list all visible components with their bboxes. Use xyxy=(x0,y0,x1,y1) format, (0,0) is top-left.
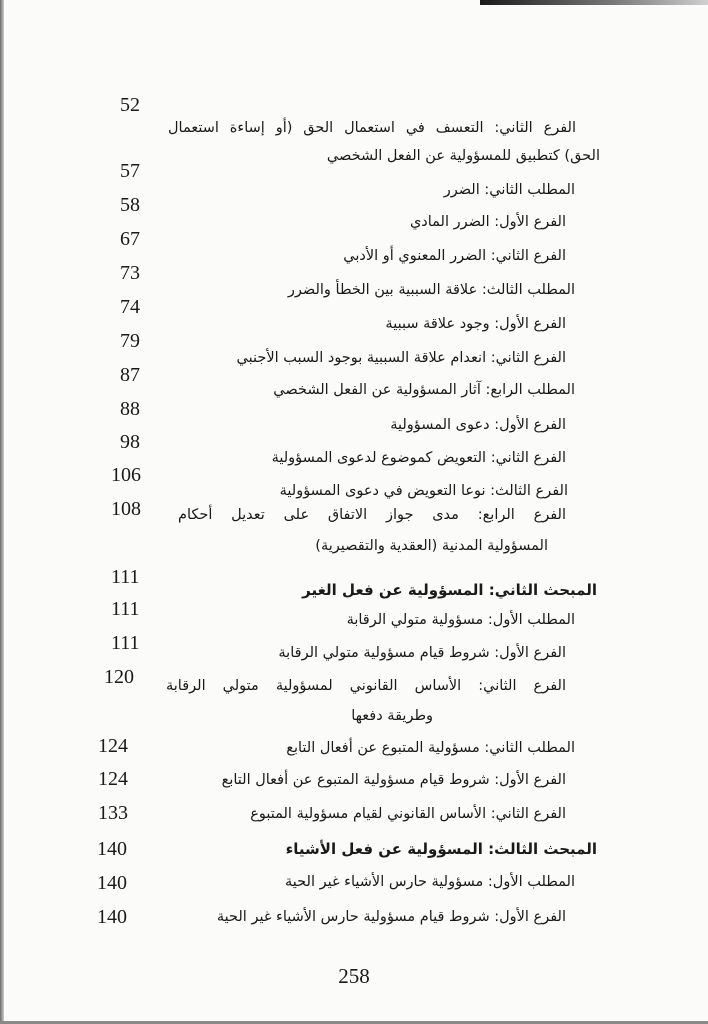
toc-entry-line: الفرع الثاني: التعويض كموضوع لدعوى المسؤولية xyxy=(271,450,566,466)
toc-page-number: 111 xyxy=(111,598,140,620)
toc-page-number: 88 xyxy=(120,398,140,420)
toc-page-number: 124 xyxy=(98,768,128,790)
toc-page-number: 52 xyxy=(120,94,140,116)
toc-entry-line: الفرع الثاني: التعسف في استعمال الحق (أو إساءة استعمال xyxy=(168,120,576,136)
toc-page-number: 111 xyxy=(111,566,140,588)
toc-page-number: 111 xyxy=(111,632,140,654)
toc-entry-line: الفرع الأول: شروط قيام مسؤولية المتبوع عن أفعال التابع xyxy=(221,772,566,788)
toc-page-number: 73 xyxy=(120,262,140,284)
toc-entry-line: الفرع الثاني: الضرر المعنوي أو الأدبي xyxy=(343,248,566,264)
toc-entry-line: الفرع الثاني: الأساس القانوني لمسؤولية متولي الرقابة xyxy=(166,678,566,694)
toc-entry-line: الفرع الأول: شروط قيام مسؤولية متولي الرقابة xyxy=(278,645,566,661)
toc-entry-line: الحق) كتطبيق للمسؤولية عن الفعل الشخصي xyxy=(326,148,600,164)
toc-entry-line: الفرع الأول: شروط قيام مسؤولية حارس الأشياء غير الحية xyxy=(216,909,566,925)
toc-page-number: 140 xyxy=(97,838,127,860)
toc-entry-line: المطلب الرابع: آثار المسؤولية عن الفعل الشخصي xyxy=(273,382,575,398)
toc-entry-line: الفرع الثالث: نوعا التعويض في دعوى المسؤولية xyxy=(279,483,568,499)
toc-page-number: 108 xyxy=(111,498,141,520)
toc-entry-line: الفرع الثاني: الأساس القانوني لقيام مسؤولية المتبوع xyxy=(250,806,566,822)
toc-entry-line: المطلب الأول: مسؤولية حارس الأشياء غير الحية xyxy=(285,874,575,890)
page-edge-shadow-left xyxy=(0,0,4,1024)
toc-entry-line: وطريقة دفعها xyxy=(351,708,433,724)
toc-entry-line: الفرع الأول: وجود علاقة سببية xyxy=(385,316,566,332)
toc-entry-line: المسؤولية المدنية (العقدية والتقصيرية) xyxy=(315,538,548,554)
toc-section-heading: المبحث الثاني: المسؤولية عن فعل الغير xyxy=(302,581,597,599)
page-edge-shadow-top xyxy=(480,0,708,5)
toc-entry-line: المطلب الثالث: علاقة السببية بين الخطأ والضرر xyxy=(287,282,575,298)
toc-entry-line: الفرع الرابع: مدى جواز الاتفاق على تعديل أحكام xyxy=(178,507,566,523)
toc-page-number: 106 xyxy=(111,464,141,486)
toc-page-number: 58 xyxy=(120,194,140,216)
toc-entry-line: المطلب الثاني: الضرر xyxy=(443,182,575,198)
toc-page-number: 140 xyxy=(97,906,127,928)
toc-section-heading: المبحث الثالث: المسؤولية عن فعل الأشياء xyxy=(285,840,597,858)
toc-entry-line: المطلب الثاني: مسؤولية المتبوع عن أفعال التابع xyxy=(286,740,575,756)
toc-page-number: 74 xyxy=(120,296,140,318)
toc-page-number: 140 xyxy=(97,872,127,894)
toc-page-number: 57 xyxy=(120,160,140,182)
toc-page-number: 124 xyxy=(98,735,128,757)
toc-entry-line: الفرع الأول: الضرر المادي xyxy=(409,214,566,230)
toc-entry-line: الفرع الأول: دعوى المسؤولية xyxy=(390,417,566,433)
page-number: 258 xyxy=(338,964,370,988)
toc-page-number: 87 xyxy=(120,364,140,386)
toc-page-number: 133 xyxy=(98,802,128,824)
toc-entry-line: الفرع الثاني: انعدام علاقة السببية بوجود السبب الأجنبي xyxy=(236,350,566,366)
toc-page-number: 79 xyxy=(120,330,140,352)
toc-entry-line: المطلب الأول: مسؤولية متولي الرقابة xyxy=(346,612,575,628)
toc-page-number: 67 xyxy=(120,228,140,250)
toc-page-number: 98 xyxy=(120,431,140,453)
toc-page-number: 120 xyxy=(104,666,134,688)
